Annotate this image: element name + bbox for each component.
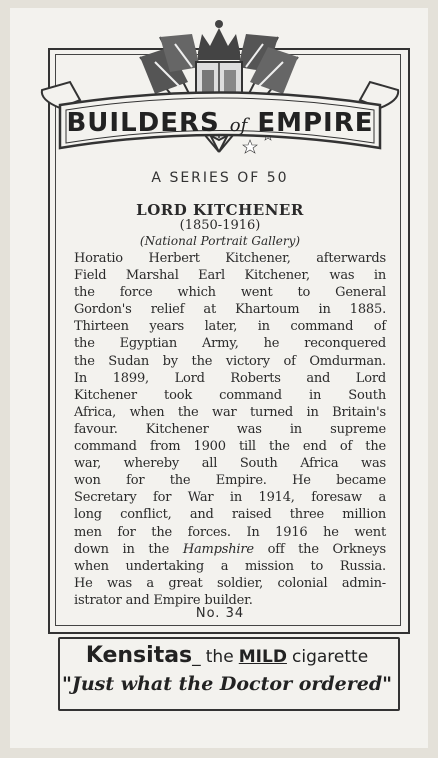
bio-line: when undertaking a mission to Russia.	[74, 558, 386, 574]
bio-line: war, whereby all South Africa was	[74, 456, 386, 472]
advert-the: the	[205, 647, 234, 667]
bio-line: Secretary for War in 1914, foresaw a	[74, 490, 386, 506]
subject-name: LORD KITCHENER	[136, 201, 304, 219]
bio-line: Horatio Herbert Kitchener, afterwards	[74, 251, 386, 266]
crown-icon	[198, 20, 240, 60]
advert-dash: _	[192, 647, 201, 667]
biography-text	[74, 250, 386, 609]
ship-name: Hampshire	[182, 541, 254, 557]
bio-fragment: down in the	[74, 541, 170, 557]
advert-cigarette: cigarette	[292, 647, 369, 667]
series-title-part1: BUILDERS	[66, 108, 220, 138]
bio-fragment: off the Orkneys	[267, 541, 386, 557]
bio-line: the Sudan by the victory of Omdurman.	[74, 353, 386, 369]
series-title-of: of	[229, 115, 248, 136]
series-title	[65, 108, 375, 148]
subject-dates: (1850-1916)	[179, 218, 261, 233]
bio-line: the force which went to General	[74, 285, 386, 301]
advert-headline	[58, 643, 396, 668]
bio-line: long conflict, and raised three million	[74, 507, 386, 523]
card-number: No. 34	[195, 606, 245, 621]
bio-line: Kitchener took command in South	[74, 387, 386, 403]
bio-line: istrator and Empire builder.	[74, 592, 253, 608]
bio-line: Gordon's relief at Khartoum in 1885.	[74, 302, 386, 318]
bio-line: men for the forces. In 1916 he went	[74, 524, 386, 540]
brand-name: Kensitas	[85, 643, 193, 668]
advert-slogan: "Just what the Doctor ordered"	[61, 673, 393, 695]
bio-line: command from 1900 till the end of the	[74, 439, 386, 455]
bio-line: won for the Empire. He became	[74, 473, 386, 489]
bio-line: favour. Kitchener was in supreme	[74, 421, 386, 437]
bio-line-mixed	[74, 541, 386, 558]
bio-line: Africa, when the war turned in Britain's	[74, 404, 386, 420]
bio-line: In 1899, Lord Roberts and Lord	[74, 370, 386, 386]
bio-line: He was a great soldier, colonial admin-	[74, 575, 386, 591]
series-subtitle: A SERIES OF 50	[151, 170, 289, 186]
bio-line: the Egyptian Army, he reconquered	[74, 336, 386, 352]
portrait-source: (National Portrait Gallery)	[139, 234, 301, 248]
bio-line: Field Marshal Earl Kitchener, was in	[74, 268, 386, 284]
advert-mild: MILD	[238, 647, 287, 667]
bio-line: Thirteen years later, in command of	[74, 319, 386, 335]
series-title-part2: EMPIRE	[257, 108, 374, 138]
